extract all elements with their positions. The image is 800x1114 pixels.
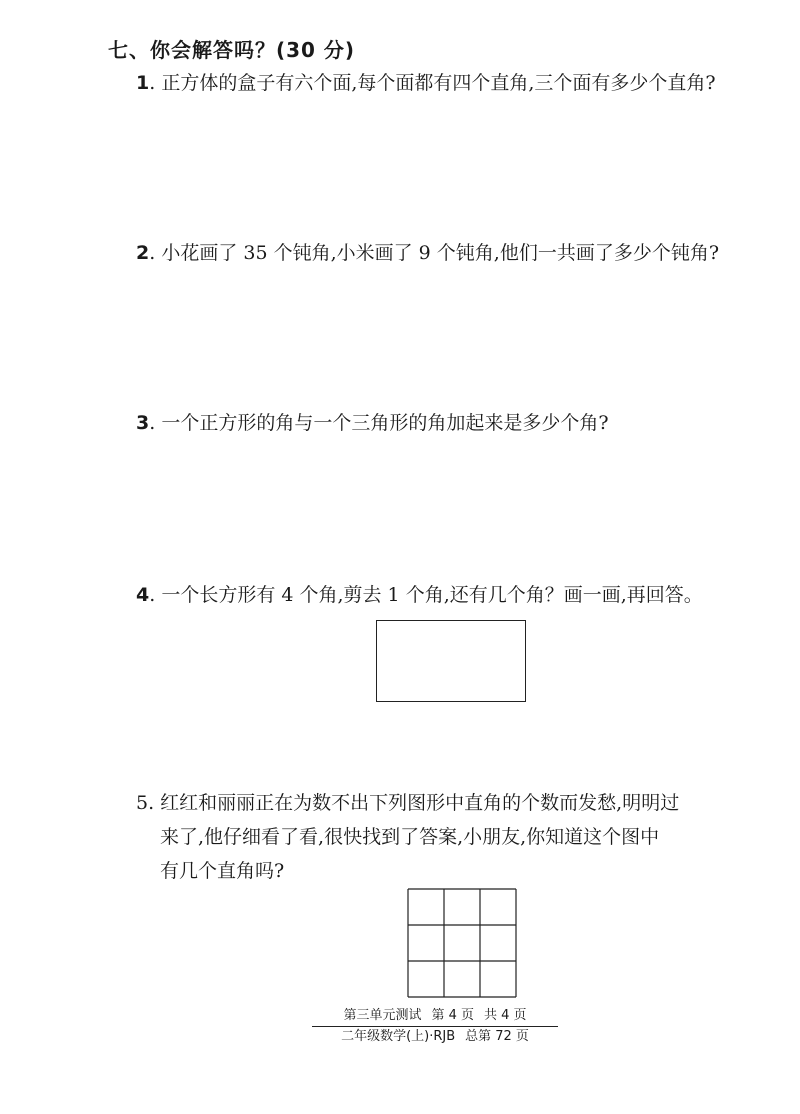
section-title: 七、你会解答吗？(30 分) bbox=[108, 38, 356, 62]
rectangle-figure bbox=[376, 620, 526, 702]
grid-figure bbox=[407, 888, 517, 998]
question-number: 1 bbox=[136, 72, 150, 94]
question-3 bbox=[136, 406, 609, 440]
question-5-line-2: 来了,他仔细看了看,很快找到了答案,小朋友,你知道这个图中 bbox=[160, 826, 660, 848]
footer-book-info bbox=[312, 1025, 558, 1044]
footer-total: 共 4 页 bbox=[484, 1008, 527, 1023]
question-text: . 一个正方形的角与一个三角形的角加起来是多少个角? bbox=[149, 412, 609, 434]
question-number: 2 bbox=[136, 242, 150, 264]
question-1 bbox=[136, 66, 716, 100]
question-5-line-1 bbox=[136, 786, 776, 820]
question-number: 5 bbox=[136, 792, 149, 814]
question-5-line-3: 有几个直角吗? bbox=[160, 860, 285, 882]
question-text: . 红红和丽丽正在为数不出下列图形中直角的个数而发愁,明明过 bbox=[148, 792, 680, 814]
footer-unit: 第三单元测试 bbox=[343, 1008, 422, 1023]
question-text: . 一个长方形有 4 个角,剪去 1 个角,还有几个角？画一画,再回答。 bbox=[149, 584, 703, 606]
question-4 bbox=[136, 578, 703, 612]
footer-page: 第 4 页 bbox=[431, 1008, 474, 1023]
question-number: 4 bbox=[136, 584, 150, 606]
footer-page-info bbox=[312, 1004, 558, 1027]
question-text: . 小花画了 35 个钝角,小米画了 9 个钝角,他们一共画了多少个钝角? bbox=[149, 242, 720, 264]
question-number: 3 bbox=[136, 412, 150, 434]
footer-overall-page: 总第 72 页 bbox=[465, 1029, 529, 1044]
question-text: . 正方体的盒子有六个面,每个面都有四个直角,三个面有多少个直角? bbox=[149, 72, 716, 94]
question-2 bbox=[136, 236, 719, 270]
footer-book: 二年级数学(上)·RJB bbox=[341, 1029, 456, 1044]
question-5 bbox=[136, 786, 776, 888]
